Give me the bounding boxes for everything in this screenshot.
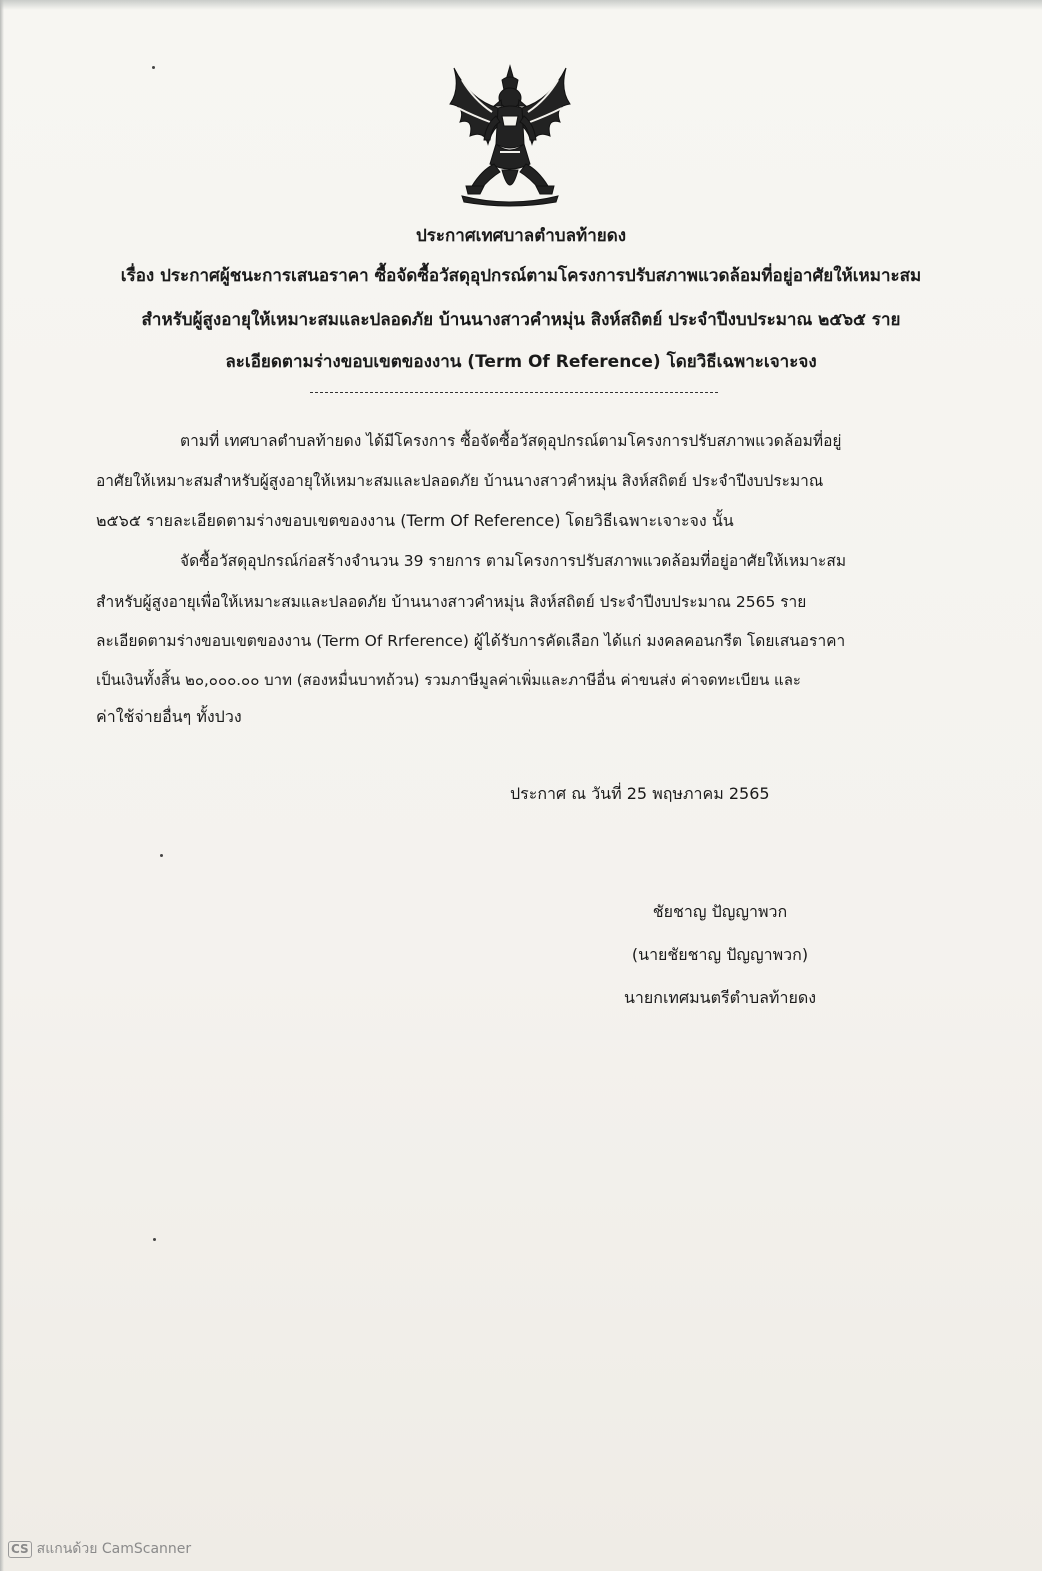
body-paragraph-line: ละเอียดตามร่างขอบเขตของงาน (Term Of Rrference) ผู้ได้รับการคัดเลือก ได้แก่ มงคลคอนกรีต โดยเสนอราคา — [96, 632, 846, 650]
document-title: ประกาศเทศบาลตำบลท้ายดง — [415, 226, 627, 246]
camscanner-logo-icon: CS — [8, 1541, 32, 1558]
subject-line: สำหรับผู้สูงอายุให้เหมาะสมและปลอดภัย บ้านนางสาวคำหมุ่น สิงห์สถิตย์ ประจำปีงบประมาณ ๒๕๖๕ ราย — [141, 310, 901, 330]
scan-speck — [160, 854, 163, 857]
body-paragraph-line: ตามที่ เทศบาลตำบลท้ายดง ได้มีโครงการ ซื้อจัดซื้อวัสดุอุปกรณ์ตามโครงการปรับสภาพแวดล้อมที่อยู่ — [180, 432, 842, 450]
subject-line: ละเอียดตามร่างขอบเขตของงาน (Term Of Reference) โดยวิธีเฉพาะเจาะจง — [225, 352, 817, 372]
header-divider — [310, 392, 718, 393]
signature-full-name: (นายชัยชาญ ปัญญาพวก) — [631, 945, 809, 964]
body-paragraph-line: จัดซื้อวัสดุอุปกรณ์ก่อสร้างจำนวน 39 รายการ ตามโครงการปรับสภาพแวดล้อมที่อยู่อาศัยให้เหมาะสม — [180, 552, 847, 570]
body-paragraph-line: ค่าใช้จ่ายอื่นๆ ทั้งปวง — [96, 707, 242, 726]
signature-position: นายกเทศมนตรีตำบลท้ายดง — [623, 988, 817, 1007]
signature-name: ชัยชาญ ปัญญาพวก — [652, 902, 788, 921]
body-paragraph-line: อาศัยให้เหมาะสมสำหรับผู้สูงอายุให้เหมาะสมและปลอดภัย บ้านนางสาวคำหมุ่น สิงห์สถิตย์ ประจำปีงบประมาณ — [96, 472, 824, 490]
body-paragraph-line: เป็นเงินทั้งสิ้น ๒๐,๐๐๐.๐๐ บาท (สองหมื่นบาทถ้วน) รวมภาษีมูลค่าเพิ่มและภาษีอื่น ค่าขนส่ง ค่าจดทะเบียน และ — [96, 671, 801, 689]
camscanner-watermark — [8, 1538, 191, 1560]
garuda-emblem-icon — [440, 60, 580, 210]
subject-line: เรื่อง ประกาศผู้ชนะการเสนอราคา ซื้อจัดซื้อวัสดุอุปกรณ์ตามโครงการปรับสภาพแวดล้อมที่อยู่อาศัยให้เหมาะสม — [120, 266, 922, 286]
body-paragraph-line: สำหรับผู้สูงอายุเพื่อให้เหมาะสมและปลอดภัย บ้านนางสาวคำหมุ่น สิงห์สถิตย์ ประจำปีงบประมาณ 2565 ราย — [96, 593, 807, 611]
body-paragraph-line: ๒๕๖๕ รายละเอียดตามร่างขอบเขตของงาน (Term Of Reference) โดยวิธีเฉพาะเจาะจง นั้น — [96, 511, 734, 530]
scan-speck — [152, 66, 155, 69]
scan-top-shadow — [0, 0, 1042, 10]
announcement-date: ประกาศ ณ วันที่ 25 พฤษภาคม 2565 — [510, 784, 770, 803]
scan-speck — [153, 1238, 156, 1241]
camscanner-text: สแกนด้วย CamScanner — [36, 1541, 192, 1557]
